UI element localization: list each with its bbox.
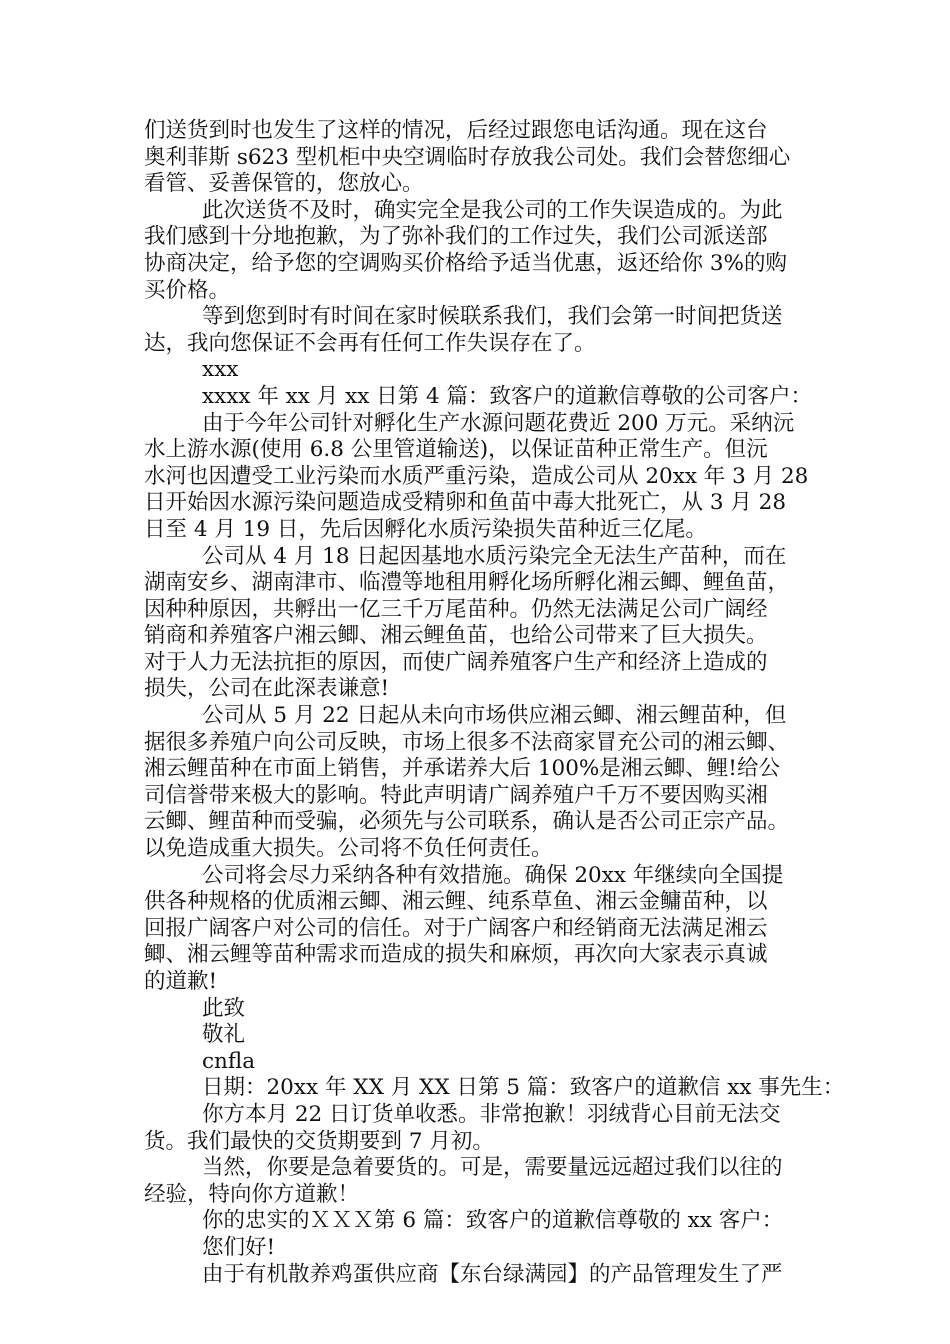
text-line: 经验，特向你方道歉！ [144, 1181, 360, 1207]
text-line: 公司将会尽力采纳各种有效措施。确保 20xx 年继续向全国提 [202, 862, 784, 888]
text-line: 对于人力无法抗拒的原因，而使广阔养殖客户生产和经济上造成的 [144, 649, 768, 675]
text-line: 协商决定，给予您的空调购买价格给予适当优惠，返还给你 3%的购 [144, 250, 787, 276]
text-line: 日开始因水源污染问题造成受精卵和鱼苗中毒大批死亡，从 3 月 28 [144, 490, 787, 516]
text-line: 奥利菲斯 s623 型机柜中央空调临时存放我公司处。我们会替您细心 [144, 144, 791, 170]
text-line: 买价格。 [144, 277, 231, 303]
text-line: xxxx 年 xx 月 xx 日第 4 篇：致客户的道歉信尊敬的公司客户： [202, 383, 813, 409]
text-line: 水上游水源(使用 6.8 公里管道输送)，以保证苗种正常生产。但沅 [144, 437, 768, 463]
text-line: 达，我向您保证不会再有任何工作失误存在了。 [144, 330, 596, 356]
text-line: 此次送货不及时，确实完全是我公司的工作失误造成的。为此 [202, 197, 783, 223]
text-line: 公司从 4 月 18 日起因基地水质污染完全无法生产苗种，而在 [202, 543, 787, 569]
text-line: 此致 [202, 995, 246, 1021]
text-line: 据很多养殖户向公司反映，市场上很多不法商家冒充公司的湘云鲫、 [144, 729, 790, 755]
text-line: 等到您到时有时间在家时候联系我们，我们会第一时间把货送 [202, 304, 783, 330]
document-body [144, 118, 845, 1288]
text-line: 回报广阔客户对公司的信任。对于广阔客户和经销商无法满足湘云 [144, 915, 768, 941]
text-line: cnfla [202, 1048, 256, 1074]
text-line: 湖南安乡、湖南津市、临澧等地租用孵化场所孵化湘云鲫、鲤鱼苗， [144, 570, 790, 596]
text-line: 您们好! [202, 1234, 276, 1260]
text-line: 供各种规格的优质湘云鲫、湘云鲤、纯系草鱼、湘云金鳙苗种，以 [144, 889, 768, 915]
text-line: xxx [202, 357, 239, 383]
text-line: 敬礼 [202, 1022, 246, 1048]
text-line: 湘云鲤苗种在市面上销售，并承诺养大后 100%是湘云鲫、鲤!给公 [144, 756, 780, 782]
text-line: 鲫、湘云鲤等苗种需求而造成的损失和麻烦，再次向大家表示真诚 [144, 942, 768, 968]
text-line: 司信誉带来极大的影响。特此声明请广阔养殖户千万不要因购买湘 [144, 782, 768, 808]
text-line: 销商和养殖客户湘云鲫、湘云鲤鱼苗，也给公司带来了巨大损失。 [144, 623, 768, 649]
text-line: 货。我们最快的交货期要到 7 月初。 [144, 1128, 494, 1154]
text-line: 我们感到十分地抱歉，为了弥补我们的工作过失，我们公司派送部 [144, 224, 768, 250]
text-line: 以免造成重大损失。公司将不负任何责任。 [144, 836, 553, 862]
text-line: 公司从 5 月 22 日起从未向市场供应湘云鲫、湘云鲤苗种，但 [202, 703, 787, 729]
text-line: 云鲫、鲤苗种而受骗，必须先与公司联系，确认是否公司正宗产品。 [144, 809, 790, 835]
text-line: 由于今年公司针对孵化生产水源问题花费近 200 万元。采纳沅 [202, 410, 795, 436]
text-line: 损失，公司在此深表谦意! [144, 676, 390, 702]
text-line: 由于有机散养鸡蛋供应商【东台绿满园】的产品管理发生了严 [202, 1261, 783, 1287]
text-line: 当然，你要是急着要货的。可是，需要量远远超过我们以往的 [202, 1155, 783, 1181]
text-line: 你的忠实的ＸＸＸ第 6 篇：致客户的道歉信尊敬的 xx 客户： [202, 1208, 784, 1234]
text-line: 日期：20xx 年 XX 月 XX 日第 5 篇：致客户的道歉信 xx 事先生： [202, 1075, 845, 1101]
text-line: 们送货到时也发生了这样的情况，后经过跟您电话沟通。现在这台 [144, 118, 768, 143]
text-line: 看管、妥善保管的，您放心。 [144, 171, 424, 197]
text-line: 的道歉! [144, 969, 218, 994]
text-line: 因种种原因，共孵出一亿三千万尾苗种。仍然无法满足公司广阔经 [144, 596, 768, 622]
text-line: 水河也因遭受工业污染而水质严重污染，造成公司从 20xx 年 3 月 28 [144, 463, 809, 489]
text-line: 你方本月 22 日订货单收悉。非常抱歉！羽绒背心目前无法交 [202, 1101, 781, 1127]
text-line: 日至 4 月 19 日，先后因孵化水质污染损失苗种近三亿尾。 [144, 516, 707, 542]
